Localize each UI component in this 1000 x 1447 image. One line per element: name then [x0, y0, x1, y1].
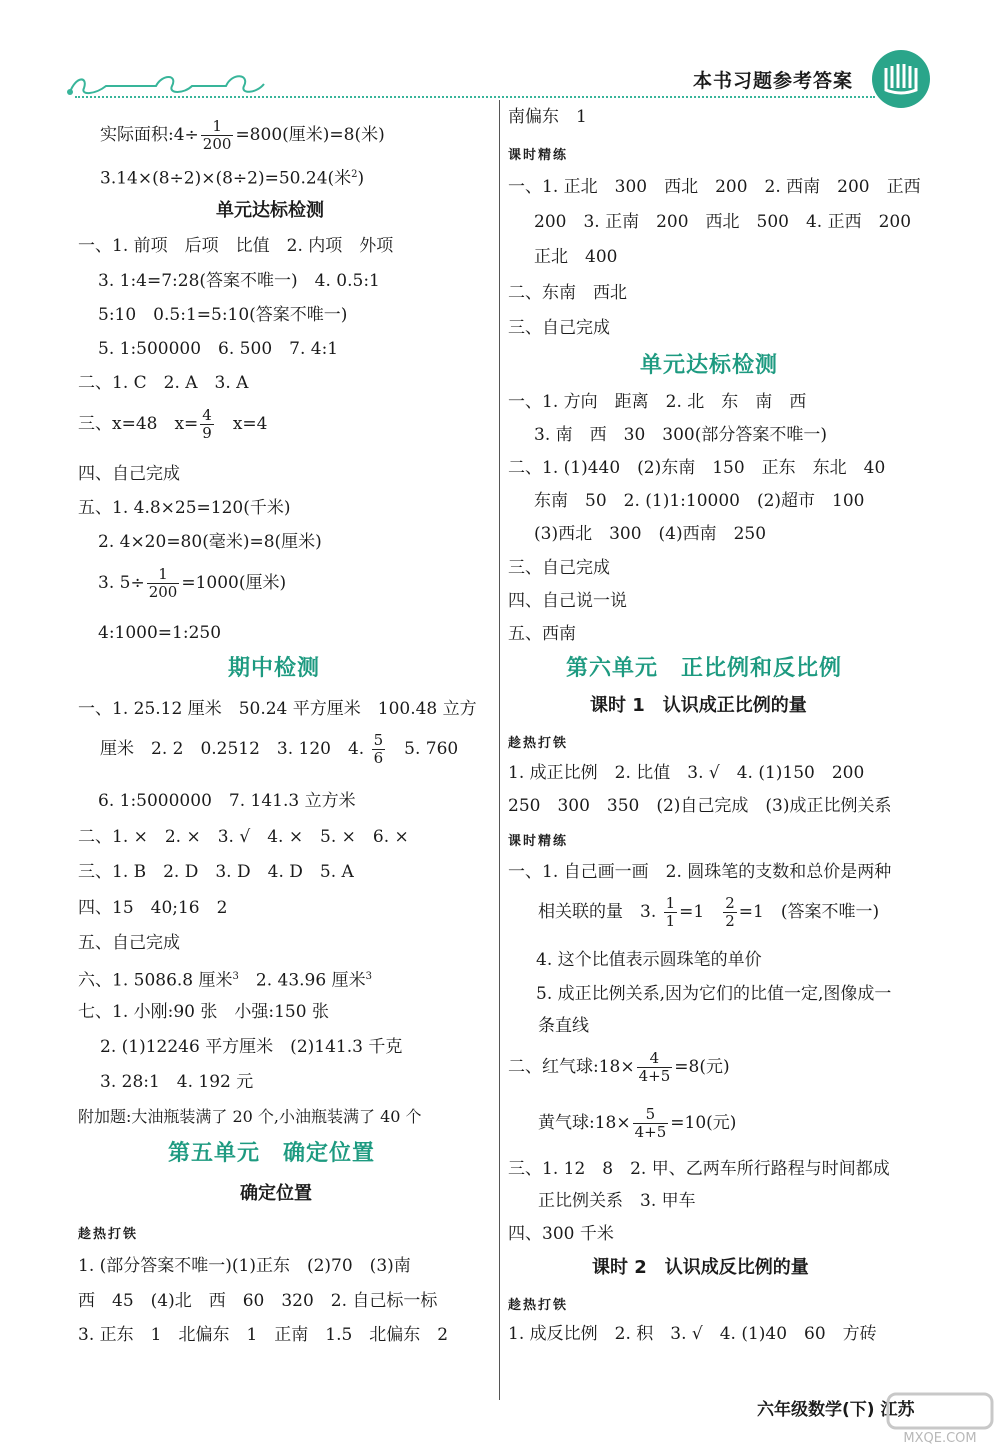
answer-line: 五、自己完成: [78, 933, 180, 953]
answer-line: 二、1. × 2. × 3. √ 4. × 5. × 6. ×: [78, 827, 409, 847]
section-heading: 第五单元 确定位置: [168, 1141, 376, 1166]
answer-line: 正比例关系 3. 甲车: [538, 1191, 696, 1211]
answer-line: 250 300 350 (2)自己完成 (3)成正比例关系: [508, 796, 892, 816]
fraction: $\frac{1}{200}$: [202, 117, 232, 153]
answer-line: 5:10 0.5:1=5:10(答案不唯一): [98, 305, 348, 325]
answer-line: 4:1000=1:250: [98, 623, 222, 643]
page-header: [0, 0, 1000, 110]
header-title: 本书习题参考答案: [693, 70, 854, 92]
fraction: $\frac{2}{2}$: [725, 894, 735, 930]
answer-line: 四、300 千米: [508, 1224, 614, 1244]
watermark: [880, 1392, 1000, 1447]
answer-line: 东南 50 2. (1)1:10000 (2)超市 100: [534, 491, 865, 511]
answer-line: 西 45 (4)北 西 60 320 2. 自己标一标: [78, 1291, 438, 1311]
answer-line: 1. 成反比例 2. 积 3. √ 4. (1)40 60 方砖: [508, 1324, 877, 1344]
exercise-label: 趁热打铁: [78, 1227, 139, 1242]
answer-line: 六、1. 5086.8 厘米$^3$ 2. 43.96 厘米$^3$: [78, 970, 372, 991]
sub-heading: 确定位置: [240, 1183, 312, 1204]
sub-heading: 课时 1 认识成正比例的量: [590, 695, 807, 716]
answer-line: 厘米 2. 2 0.2512 3. 120 4. $\frac{5}{6}$ 5. 760: [100, 731, 459, 767]
book-logo-icon: [872, 50, 930, 108]
answer-line: 三、自己完成: [508, 558, 610, 578]
answer-line: 附加题:大油瓶装满了 20 个,小油瓶装满了 40 个: [78, 1107, 422, 1126]
answer-line: 3. 1:4=7:28(答案不唯一) 4. 0.5:1: [98, 271, 380, 291]
fraction: $\frac{1}{1}$: [665, 894, 676, 930]
answer-line: 1. (部分答案不唯一)(1)正东 (2)70 (3)南: [78, 1256, 411, 1276]
answer-line: 二、东南 西北: [508, 283, 627, 303]
answer-line: 3. 南 西 30 300(部分答案不唯一): [534, 425, 827, 445]
exercise-label: 课时精练: [508, 834, 569, 849]
answer-line: 3.14×(8÷2)×(8÷2)=50.24(米$^2$): [100, 168, 365, 189]
answer-line: 一、1. 前项 后项 比值 2. 内项 外项: [78, 236, 394, 256]
answer-line: 1. 成正比例 2. 比值 3. √ 4. (1)150 200: [508, 763, 865, 783]
page-footer: 六年级数学(下) 江苏: [757, 1400, 915, 1420]
answer-line: 三、1. B 2. D 3. D 4. D 5. A: [78, 862, 354, 882]
answer-line: 3. 28:1 4. 192 元: [100, 1072, 254, 1092]
fraction: $\frac{1}{200}$: [148, 565, 178, 601]
exercise-label: 趁热打铁: [508, 736, 569, 751]
exercise-label: 趁热打铁: [508, 1298, 569, 1313]
answer-line: 二、1. C 2. A 3. A: [78, 373, 249, 393]
answer-line: 四、自己完成: [78, 464, 180, 484]
answer-line: (3)西北 300 (4)西南 250: [534, 524, 767, 544]
answer-line: 南偏东 1: [508, 107, 587, 127]
answer-line: 一、1. 方向 距离 2. 北 东 南 西: [508, 392, 807, 412]
answer-line: 五、1. 4.8×25=120(千米): [78, 498, 291, 518]
answer-line: 三、1. 12 8 2. 甲、乙两车所行路程与时间都成: [508, 1159, 890, 1179]
answer-line: 三、自己完成: [508, 318, 610, 338]
answer-line: 2. 4×20=80(毫米)=8(厘米): [98, 532, 322, 552]
section-heading: 第六单元 正比例和反比例: [566, 656, 843, 681]
column-divider: [499, 100, 500, 1400]
section-heading: 单元达标检测: [640, 353, 779, 378]
answer-line: 条直线: [538, 1016, 589, 1036]
answer-line: 相关联的量 3. $\frac{1}{1}$ =1 $\frac{2}{2}$ =1 (答案不唯一): [538, 894, 880, 930]
fraction: $\frac{5}{4+5}$: [634, 1105, 667, 1141]
answer-line: 正北 400: [534, 247, 618, 267]
watermark-text: MXQE.COM: [903, 1431, 977, 1446]
answer-line: 200 3. 正南 200 西北 500 4. 正西 200: [534, 212, 912, 232]
answer-line: 3. 正东 1 北偏东 1 正南 1.5 北偏东 2: [78, 1325, 449, 1345]
answer-line: 四、15 40;16 2: [78, 898, 228, 918]
answer-line: 实际面积:4÷ $\frac{1}{200}$ =800(厘米)=8(米): [100, 117, 385, 153]
answer-line: 4. 这个比值表示圆珠笔的单价: [536, 950, 762, 970]
answer-line: 一、1. 自己画一画 2. 圆珠笔的支数和总价是两种: [508, 862, 892, 882]
answer-line: 5. 1:500000 6. 500 7. 4:1: [98, 339, 339, 359]
fraction: $\frac{4}{4+5}$: [638, 1049, 671, 1085]
exercise-label: 课时精练: [508, 148, 569, 163]
answer-line: 一、1. 25.12 厘米 50.24 平方厘米 100.48 立方: [78, 699, 477, 719]
fraction: $\frac{4}{9}$: [202, 406, 212, 442]
answer-line: 五、西南: [508, 624, 576, 644]
answer-line: 二、红气球:18× $\frac{4}{4+5}$ =8(元): [508, 1049, 730, 1085]
fraction: $\frac{5}{6}$: [373, 731, 384, 767]
answer-line: 3. 5÷ $\frac{1}{200}$ =1000(厘米): [98, 565, 287, 601]
answer-line: 6. 1:5000000 7. 141.3 立方米: [98, 791, 356, 811]
header-dotted-line: [75, 96, 875, 98]
answer-line: 2. (1)12246 平方厘米 (2)141.3 千克: [100, 1037, 403, 1057]
sub-heading: 课时 2 认识成反比例的量: [592, 1257, 809, 1278]
answer-line: 四、自己说一说: [508, 591, 627, 611]
answer-line: 黄气球:18× $\frac{5}{4+5}$ =10(元): [538, 1105, 737, 1141]
answer-line: 三、x=48 x= $\frac{4}{9}$ x=4: [78, 406, 268, 442]
answer-line: 二、1. (1)440 (2)东南 150 正东 东北 40: [508, 458, 886, 478]
answer-line: 一、1. 正北 300 西北 200 2. 西南 200 正西: [508, 177, 921, 197]
answer-line: 七、1. 小刚:90 张 小强:150 张: [78, 1002, 329, 1022]
section-heading: 单元达标检测: [216, 200, 324, 221]
section-heading: 期中检测: [228, 656, 321, 681]
answer-line: 5. 成正比例关系,因为它们的比值一定,图像成一: [536, 984, 892, 1004]
